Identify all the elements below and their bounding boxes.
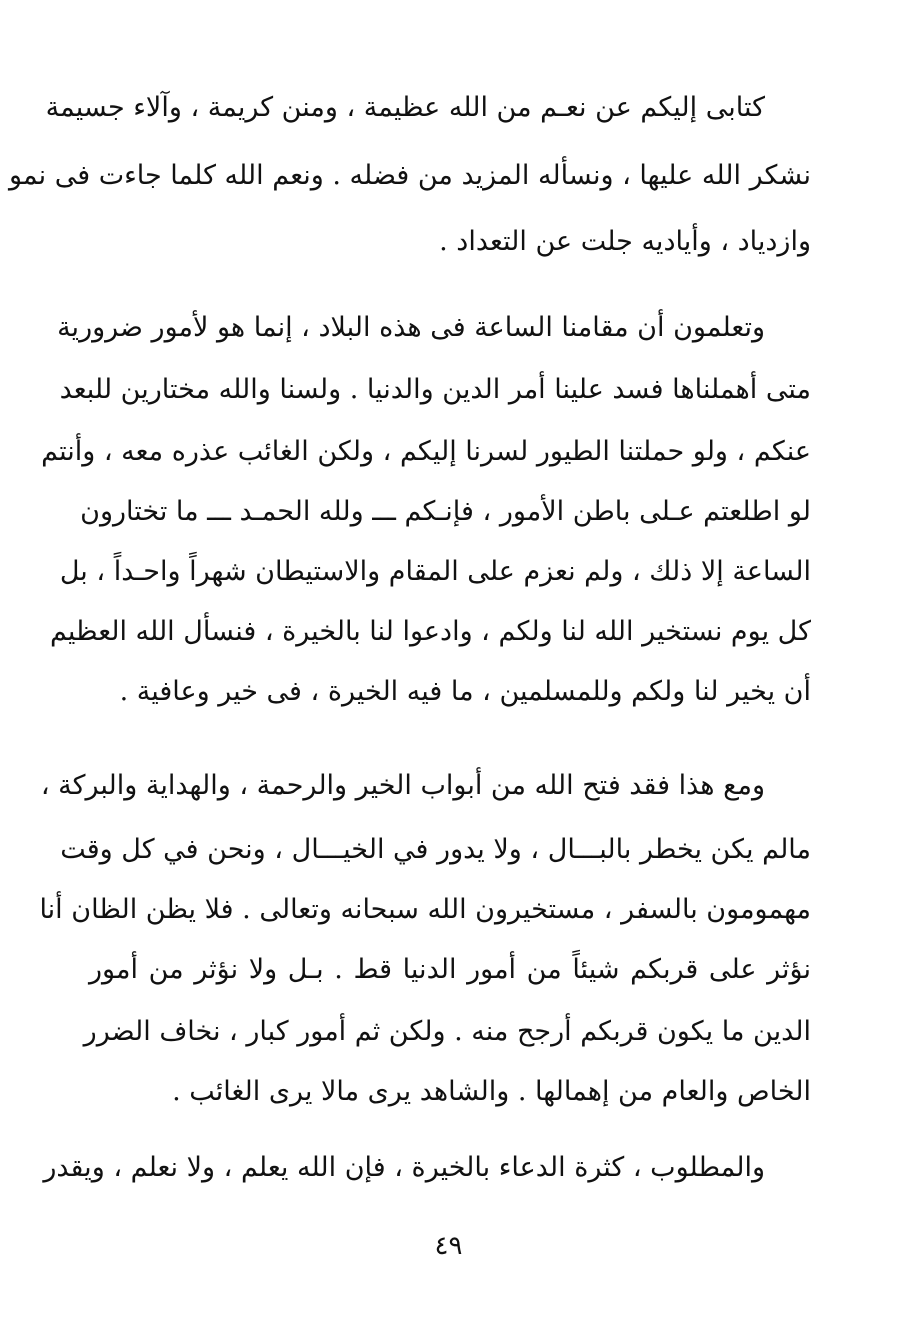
text-line: عنكم ، ولو حملتنا الطيور لسرنا إليكم ، ولكن الغائب عذره معه ، وأنتم xyxy=(41,436,811,467)
text-line: والمطلوب ، كثرة الدعاء بالخيرة ، فإن الله يعلم ، ولا نعلم ، ويقدر xyxy=(43,1152,765,1183)
text-line: أن يخير لنا ولكم وللمسلمين ، ما فيه الخيرة ، فى خير وعافية . xyxy=(119,676,811,707)
text-line: الخاص والعام من إهمالها . والشاهد يرى مالا يرى الغائب . xyxy=(172,1076,811,1107)
text-line: كل يوم نستخير الله لنا ولكم ، وادعوا لنا بالخيرة ، فنسأل الله العظيم xyxy=(49,616,811,647)
text-line: وتعلمون أن مقامنا الساعة فى هذه البلاد ، إنما هو لأمور ضرورية xyxy=(57,312,765,343)
text-line: لو اطلعتم عـلى باطن الأمور ، فإنـكم ـــ ولله الحمـد ـــ ما تختارون xyxy=(80,496,811,527)
text-line: مالم يكن يخطر بالبـــال ، ولا يدور في الخيـــال ، ونحن في كل وقت xyxy=(60,834,811,865)
text-line: نشكر الله عليها ، ونسأله المزيد من فضله . ونعم الله كلما جاءت فى نمو xyxy=(9,160,811,191)
text-line: الساعة إلا ذلك ، ولم نعزم على المقام والاستيطان شهراً واحـداً ، بل xyxy=(59,556,811,587)
text-line: نؤثر على قربكم شيئاً من أمور الدنيا قط . بـل ولا نؤثر من أمور xyxy=(89,954,811,985)
text-line: مهمومون بالسفر ، مستخيرون الله سبحانه وتعالى . فلا يظن الظان أنا xyxy=(39,894,811,925)
text-line: متى أهملناها فسد علينا أمر الدين والدنيا . ولسنا والله مختارين للبعد xyxy=(59,374,811,405)
text-line: الدين ما يكون قربكم أرجح منه . ولكن ثم أمور كبار ، نخاف الضرر xyxy=(83,1016,811,1047)
text-line: كتابى إليكم عن نعـم من الله عظيمة ، ومنن كريمة ، وآلاء جسيمة xyxy=(45,92,765,123)
text-line: وازدياد ، وأياديه جلت عن التعداد . xyxy=(439,226,811,257)
text-line: ومع هذا فقد فتح الله من أبواب الخير والرحمة ، والهداية والبركة ، xyxy=(40,770,765,801)
page-number: ٤٩ xyxy=(434,1231,463,1261)
